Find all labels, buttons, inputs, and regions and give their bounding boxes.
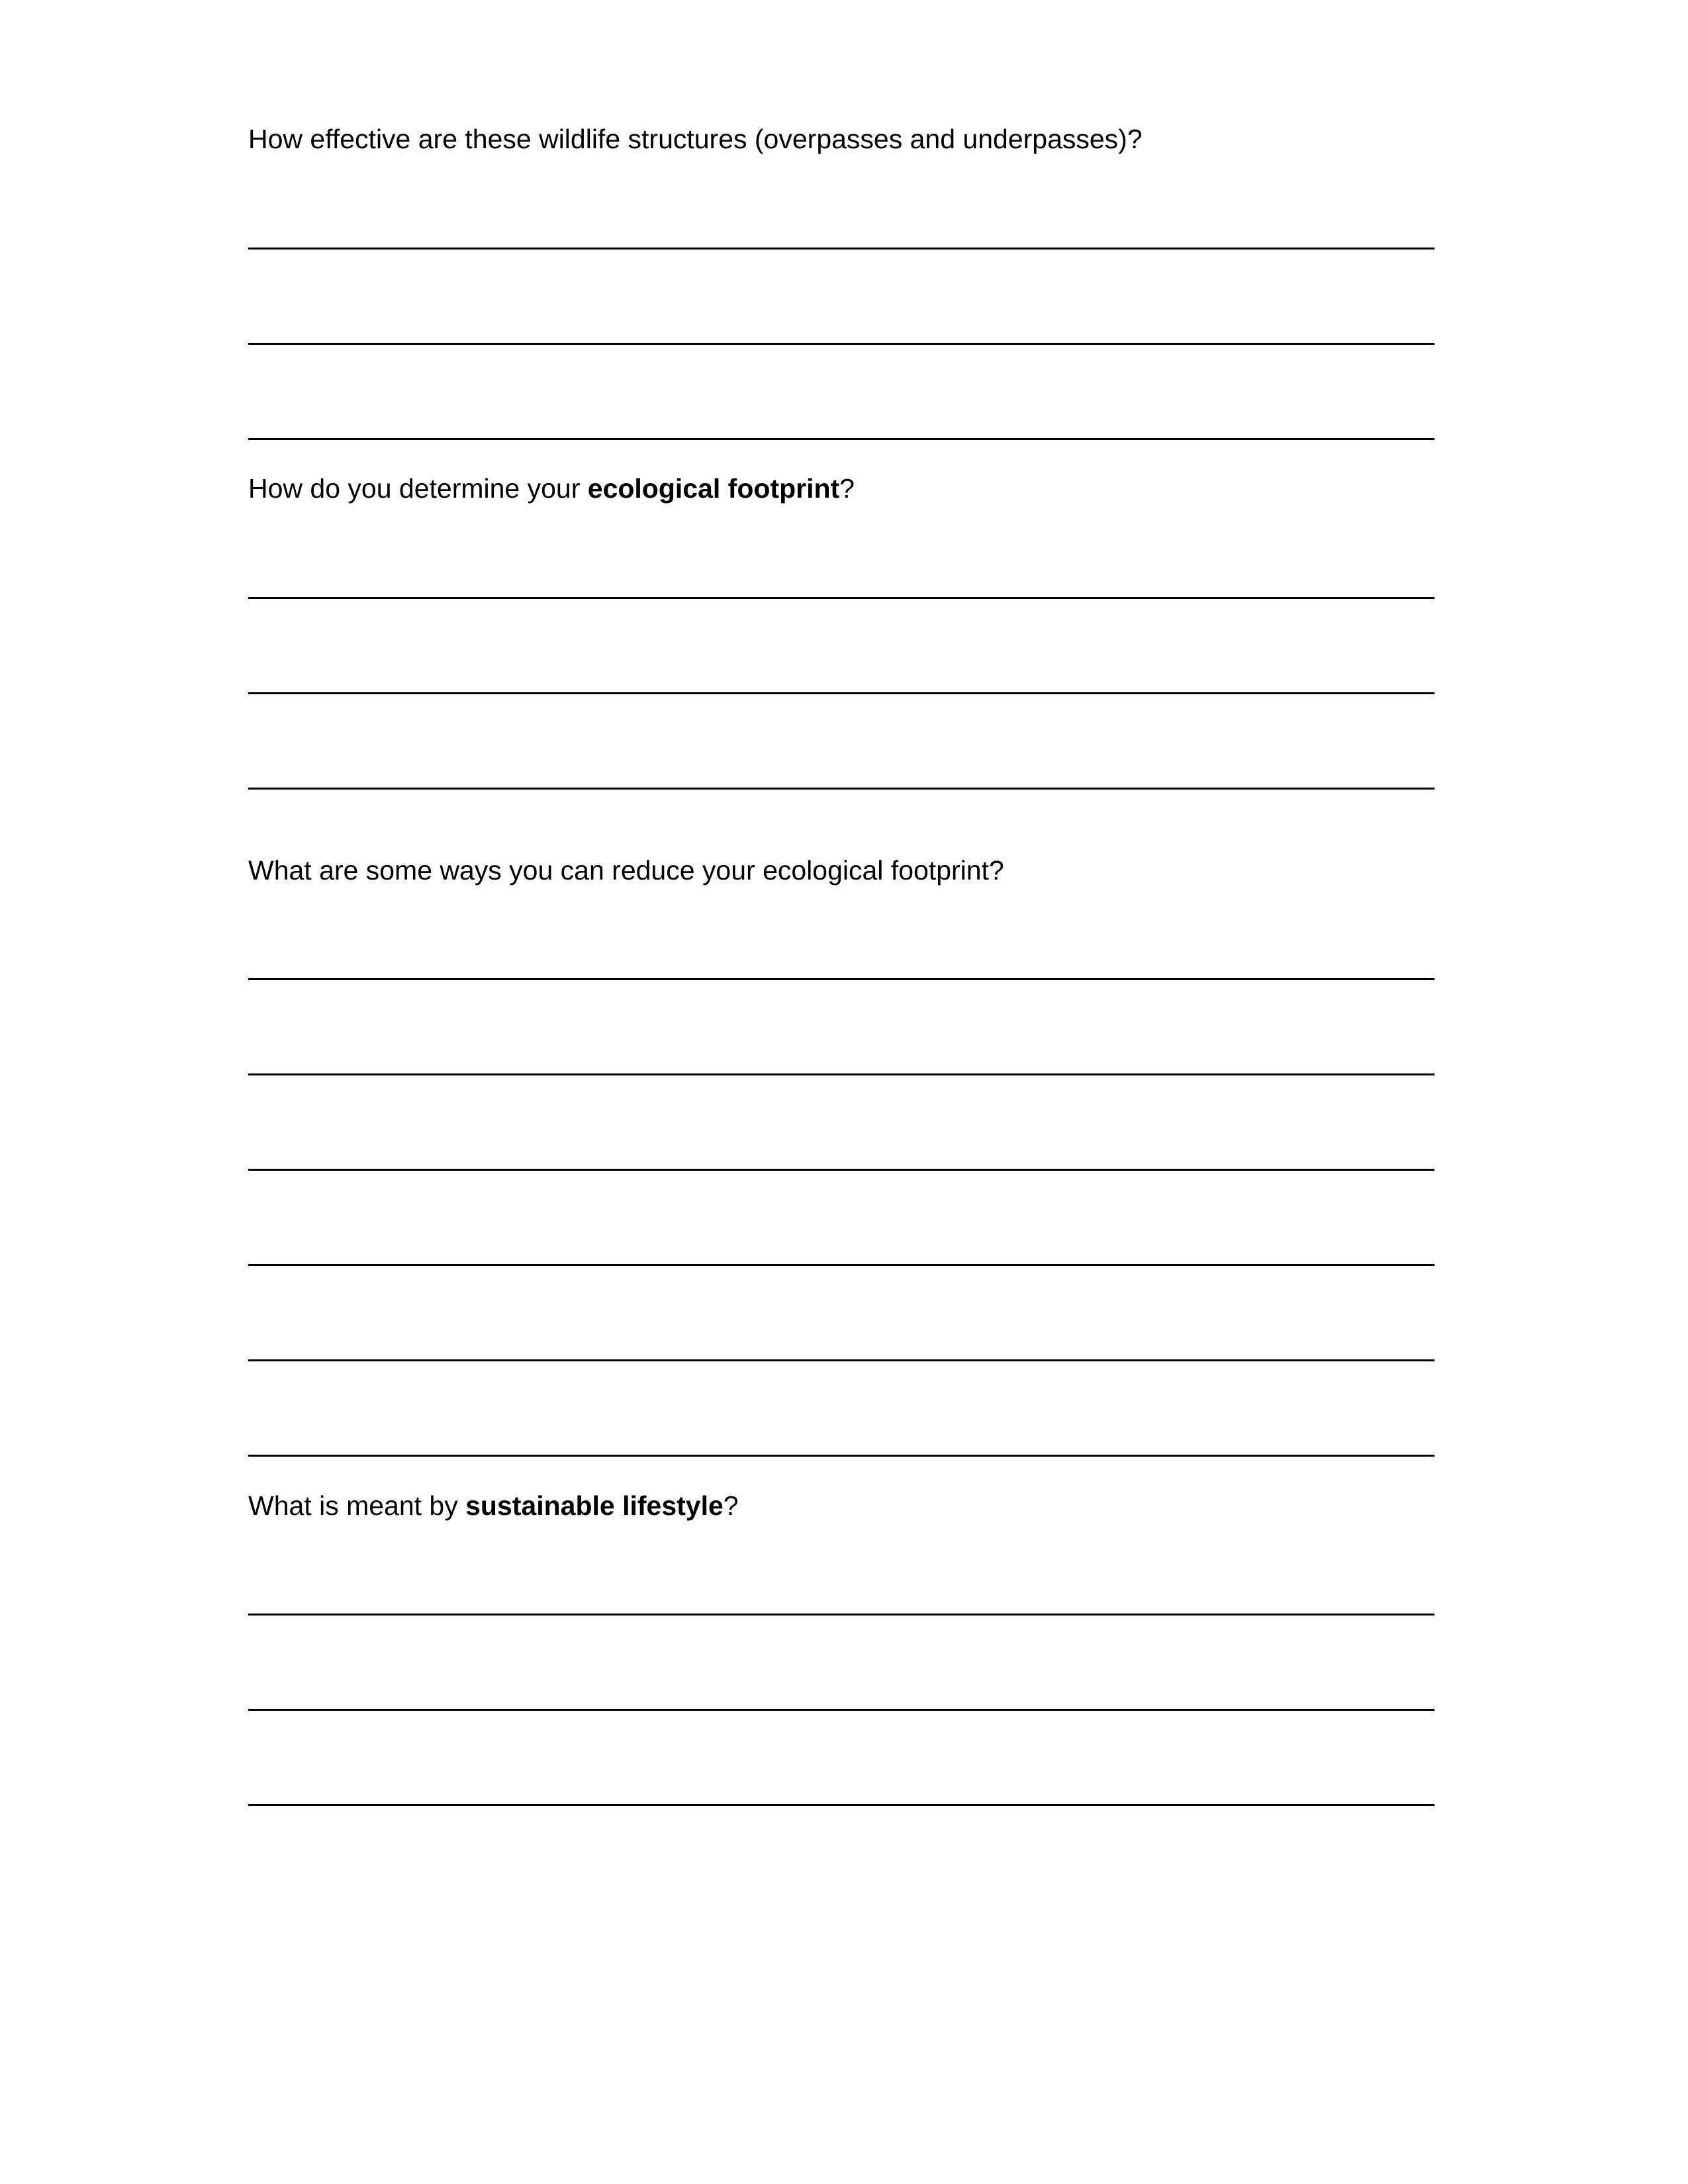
question-3 — [248, 854, 1004, 887]
question-4 — [248, 1489, 739, 1522]
answer-line[interactable] — [248, 248, 1434, 250]
question-4-text-before: What is meant by — [248, 1490, 466, 1521]
answer-line[interactable] — [248, 1264, 1434, 1266]
answer-line[interactable] — [248, 597, 1434, 599]
question-1 — [248, 122, 1143, 156]
answer-line[interactable] — [248, 1709, 1434, 1711]
answer-line[interactable] — [248, 1359, 1434, 1361]
answer-line[interactable] — [248, 1614, 1434, 1615]
answer-line[interactable] — [248, 692, 1434, 694]
question-1-text: How effective are these wildlife structures (overpasses and underpasses)? — [248, 124, 1143, 154]
answer-line[interactable] — [248, 343, 1434, 345]
question-4-text-after: ? — [723, 1490, 739, 1521]
answer-line[interactable] — [248, 978, 1434, 980]
question-2 — [248, 472, 855, 505]
answer-line[interactable] — [248, 438, 1434, 440]
question-2-text-before: How do you determine your — [248, 473, 588, 504]
question-3-text: What are some ways you can reduce your ecological footprint? — [248, 855, 1004, 886]
question-4-bold-term: sustainable lifestyle — [465, 1490, 724, 1521]
answer-line[interactable] — [248, 1455, 1434, 1457]
answer-line[interactable] — [248, 1804, 1434, 1806]
question-2-text-after: ? — [839, 473, 855, 504]
answer-line[interactable] — [248, 788, 1434, 790]
question-2-bold-term: ecological footprint — [587, 473, 840, 504]
answer-line[interactable] — [248, 1169, 1434, 1171]
answer-line[interactable] — [248, 1073, 1434, 1075]
